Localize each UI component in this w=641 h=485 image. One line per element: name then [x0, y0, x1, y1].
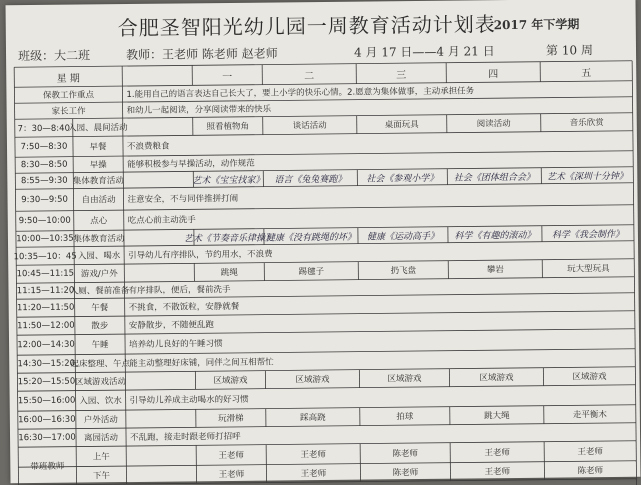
day-activity: 区域游戏: [543, 367, 635, 386]
day-activity: 玩大型玩具: [542, 259, 634, 278]
handwritten-activity: 健康《运动高手》: [358, 227, 448, 244]
teacher-label: 教师：王老师 陈老师 赵老师: [126, 44, 278, 63]
handwritten-activity: 艺术《节奏音乐律操》: [194, 229, 264, 246]
class-label: 班级：大二班: [18, 46, 90, 64]
row-note: 引导幼儿有序排队，节约用水，不浪费: [124, 241, 638, 264]
day-activity: 区域游戏: [449, 368, 543, 387]
day-activity: 玩滑梯: [196, 409, 266, 428]
row-note: 培养幼儿良好的午睡习惯: [125, 329, 639, 354]
activity-name: 集体教育活动: [74, 230, 124, 247]
duty-teacher: 王老师: [196, 465, 266, 484]
time-slot: 10:35—10：45: [16, 247, 74, 266]
time-slot: 8:30—8:50: [15, 157, 73, 174]
duty-teacher: 王老师: [544, 441, 636, 462]
duty-teacher: 王老师: [450, 442, 544, 463]
row-note: 能够积极参与早操活动，动作规范: [123, 151, 637, 172]
time-slot: 16:30—17:00: [18, 429, 76, 448]
focus-text: 1.能用自己的语言表达自己长大了，要上小学的快乐心情。2.愿意为集体做事，主动承担任务: [122, 81, 636, 102]
activity-name: 入园、晨间活动: [73, 118, 123, 137]
handwritten-activity: 社会《团体组合会》: [447, 168, 541, 185]
activity-name: 户外活动: [76, 410, 126, 429]
header-day: 四: [446, 62, 540, 83]
day-activity: 区域游戏: [195, 371, 265, 390]
activity-name: 早操: [73, 156, 123, 173]
day-activity: 谈话活动: [263, 116, 357, 135]
row-note: 吃点心前主动洗手: [124, 205, 638, 230]
activity-name: 区域游戏活动: [75, 372, 125, 391]
duty-teacher: 陈老师: [360, 443, 450, 464]
activity-name: 游戏/户外: [74, 264, 124, 283]
duty-teacher: 王老师: [450, 462, 544, 481]
day-activity: 踩高跷: [266, 408, 360, 427]
header-day: 二: [262, 64, 356, 85]
time-slot: 15:20—15:50: [17, 373, 75, 392]
time-slot: 7：30—8:40: [15, 119, 73, 138]
day-activity: 区域游戏: [359, 369, 449, 388]
handwritten-activity: 语言《兔兔赛跑》: [263, 170, 357, 187]
row-note: 有序排队，便后，餐前洗手: [124, 277, 638, 298]
activity-name: 午睡: [75, 334, 125, 355]
duty-label: 带班教师: [18, 447, 76, 485]
time-slot: 9:30—9:50: [15, 189, 73, 212]
day-activity: 桌面玩具: [357, 115, 447, 134]
duty-teacher: 陈老师: [544, 461, 636, 480]
time-slot: 10:45—11:15: [16, 265, 74, 284]
duty-teacher: 王老师: [266, 444, 360, 465]
row-note: 安静散步，不随便乱跑: [125, 311, 639, 334]
time-slot: 8:55—9:30: [15, 173, 73, 190]
row-note: 注意安全，不与同伴推拼打闹: [123, 183, 637, 210]
day-activity: 踢毽子: [264, 262, 358, 281]
activity-name: 入园、饮水: [76, 390, 126, 411]
row-note: 不浪费粮食: [123, 131, 637, 156]
header-week-label: 星 期: [14, 66, 122, 87]
time-slot: 15:50—16:00: [18, 391, 76, 412]
handwritten-activity: 健康《没有跳绳的坏》: [264, 228, 358, 245]
activity-name: 自由活动: [73, 188, 123, 211]
activity-name: 起床整理、午点: [75, 354, 125, 373]
day-activity: 区域游戏: [265, 370, 359, 389]
focus-label: 保教工作重点: [14, 86, 122, 103]
semester-label: 2017 年下学期: [494, 15, 580, 33]
row-note: 能主动整理好床铺，同伴之间互相帮忙: [125, 349, 639, 372]
day-activity: 音乐欣赏: [541, 113, 633, 132]
day-activity: 攀岩: [448, 260, 542, 279]
activity-name: 午餐: [75, 298, 125, 317]
handwritten-activity: 科学《我会制作》: [542, 225, 634, 242]
duty-period: 上午: [76, 446, 126, 467]
time-slot: 12:00—14:30: [17, 335, 75, 356]
day-activity: 阅读活动: [447, 114, 541, 133]
row-note: 引导幼儿养成主动喝水的好习惯: [126, 385, 640, 410]
activity-name: 离园活动: [76, 428, 126, 447]
handwritten-activity: 社会《参观小学》: [357, 169, 447, 186]
activity-name: 入园、喝水: [74, 246, 124, 265]
activity-name: 散步: [75, 316, 125, 335]
handwritten-activity: 艺术《深圳十分钟》: [541, 167, 633, 184]
time-slot: 11:50—12:00: [17, 317, 75, 336]
header-day: 五: [540, 61, 632, 82]
day-activity: 走平衡木: [544, 405, 636, 424]
activity-name: 入厕、餐前准备: [74, 282, 124, 299]
week-number: 第 10 周: [546, 41, 593, 58]
day-activity: 照看植物角: [193, 117, 263, 136]
day-activity: 扔飞盘: [358, 261, 448, 280]
duty-teacher: 王老师: [196, 445, 266, 466]
handwritten-activity: 艺术《宝宝找家》: [193, 171, 263, 188]
day-activity: 拍球: [360, 407, 450, 426]
time-slot: 11:15—11:20: [16, 283, 74, 300]
time-slot: 9:50—10:00: [16, 211, 74, 232]
schedule-sheet: [6, 0, 641, 483]
activity-name: 早餐: [73, 136, 123, 157]
time-slot: 7:50—8:30: [15, 137, 73, 158]
page-title: 合肥圣智阳光幼儿园一周教育活动计划表: [118, 8, 496, 41]
header-day: 三: [356, 63, 446, 84]
duty-teacher: 陈老师: [360, 463, 450, 482]
duty-teacher: 王老师: [266, 464, 360, 483]
activity-name: 点心: [74, 210, 124, 231]
time-slot: 10:00—10:35: [16, 231, 74, 248]
day-activity: 跳绳: [194, 263, 264, 282]
parent-work-text: 和幼儿一起阅读，分享阅读带来的快乐: [123, 97, 637, 118]
day-activity: 跳大绳: [450, 406, 544, 425]
activity-name: 集体教育活动: [73, 172, 123, 189]
time-slot: 16:00—16:30: [18, 411, 76, 430]
row-note: 不乱跑，接走时跟老师打招呼: [126, 423, 640, 446]
time-slot: 11:20—11:50: [17, 299, 75, 318]
duty-period: 下午: [76, 466, 126, 485]
row-note: 不挑食，不散饭粒，安静就餐: [125, 293, 639, 316]
time-slot: 14:30—15:20: [17, 355, 75, 374]
header-day: 一: [192, 65, 262, 86]
date-range: 4 月 17 日——4 月 21 日: [354, 42, 495, 60]
handwritten-activity: 科学《有趣的滚动》: [448, 226, 542, 243]
parent-work-label: 家长工作: [15, 102, 123, 119]
